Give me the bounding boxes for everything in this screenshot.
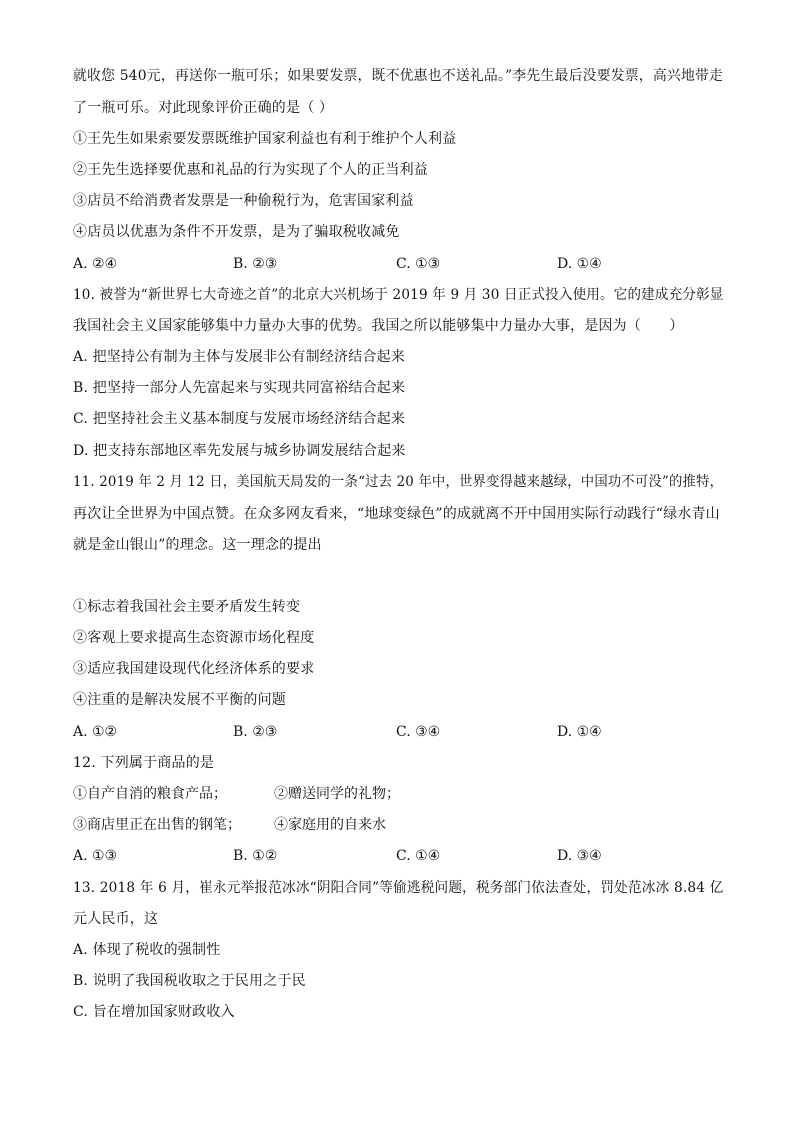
q9-option-d: D. ①④	[557, 256, 602, 272]
q11-stem-line-3: 就是金山银山”的理念。这一理念的提出	[73, 537, 322, 553]
q10-choice-b: B. 把坚持一部分人先富起来与实现共同富裕结合起来	[73, 380, 406, 396]
q9-statement-4: ④店员以优惠为条件不开发票，是为了骗取税收减免	[73, 224, 400, 240]
q12-option-a: A. ①③	[73, 848, 118, 864]
q11-statement-1: ①标志着我国社会主要矛盾发生转变	[73, 599, 301, 615]
q9-option-b: B. ②③	[233, 256, 278, 272]
q10-choice-c: C. 把坚持社会主义基本制度与发展市场经济结合起来	[73, 411, 406, 427]
q11-option-b: B. ②③	[233, 724, 278, 740]
q13-choice-b: B. 说明了我国税收取之于民用之于民	[73, 973, 306, 989]
q12-statement-1: ①自产自消的粮食产品；	[73, 786, 227, 802]
q12-statement-4: ④家庭用的自来水	[274, 817, 386, 833]
q11-stem-line-2: 再次让全世界为中国点赞。在众多网友看来，“地球变绿色”的成就离不开中国用实际行动践行“绿水青山	[73, 506, 720, 522]
q11-option-d: D. ①④	[557, 724, 602, 740]
q12-option-c: C. ①④	[396, 848, 441, 864]
q11-statement-2: ②客观上要求提高生态资源市场化程度	[73, 630, 315, 646]
q9-option-c: C. ①③	[396, 256, 441, 272]
q12-option-b: B. ①②	[233, 848, 278, 864]
q9-statement-3: ③店员不给消费者发票是一种偷税行为，危害国家利益	[73, 193, 414, 209]
q9-option-a: A. ②④	[73, 256, 118, 272]
q9-stem-line-2: 了一瓶可乐。对此现象评价正确的是（ ）	[73, 100, 334, 116]
q12-stem-line-1: 12. 下列属于商品的是	[73, 755, 215, 771]
q9-statement-1: ①王先生如果索要发票既维护国家利益也有利于维护个人利益	[73, 131, 457, 147]
q10-choice-a: A. 把坚持公有制为主体与发展非公有制经济结合起来	[73, 349, 406, 365]
q12-statement-2: ②赠送同学的礼物；	[274, 786, 400, 802]
q11-stem-line-1: 11. 2019 年 2 月 12 日，美国航天局发的一条“过去 20 年中，世界变得越来越绿，中国功不可没”的推特，	[73, 474, 724, 490]
q9-statement-2: ②王先生选择要优惠和礼品的行为实现了个人的正当利益	[73, 162, 428, 178]
q13-choice-c: C. 旨在增加国家财政收入	[73, 1004, 235, 1020]
q11-option-a: A. ①②	[73, 724, 118, 740]
q12-option-d: D. ③④	[557, 848, 602, 864]
q13-stem-line-2: 元人民币，这	[73, 911, 159, 927]
q9-stem-line-1: 就收您 540元，再送你一瓶可乐；如果要发票，既不优惠也不送礼品。”李先生最后没要发票，高兴地带走	[73, 68, 724, 84]
q13-stem-line-1: 13. 2018 年 6 月，崔永元举报范冰冰“阴阳合同”等偷逃税问题，税务部门依法查处，罚处范冰冰 8.84 亿	[73, 880, 724, 896]
q11-statement-4: ④注重的是解决发展不平衡的问题	[73, 692, 286, 708]
q11-option-c: C. ③④	[396, 724, 441, 740]
q11-statement-3: ③适应我国建设现代化经济体系的要求	[73, 661, 315, 677]
q10-choice-d: D. 把支持东部地区率先发展与城乡协调发展结合起来	[73, 443, 406, 459]
q10-stem-line-1: 10. 被誉为“新世界七大奇迹之首”的北京大兴机场于 2019 年 9 月 30 日正式投入使用。它的建成充分彰显	[73, 287, 724, 303]
q10-stem-line-2: 我国社会主义国家能够集中力量办大事的优势。我国之所以能够集中力量办大事，是因为（ ）	[73, 318, 684, 334]
q13-choice-a: A. 体现了税收的强制性	[73, 942, 221, 958]
q12-statement-3: ③商店里正在出售的钢笔；	[73, 817, 241, 833]
